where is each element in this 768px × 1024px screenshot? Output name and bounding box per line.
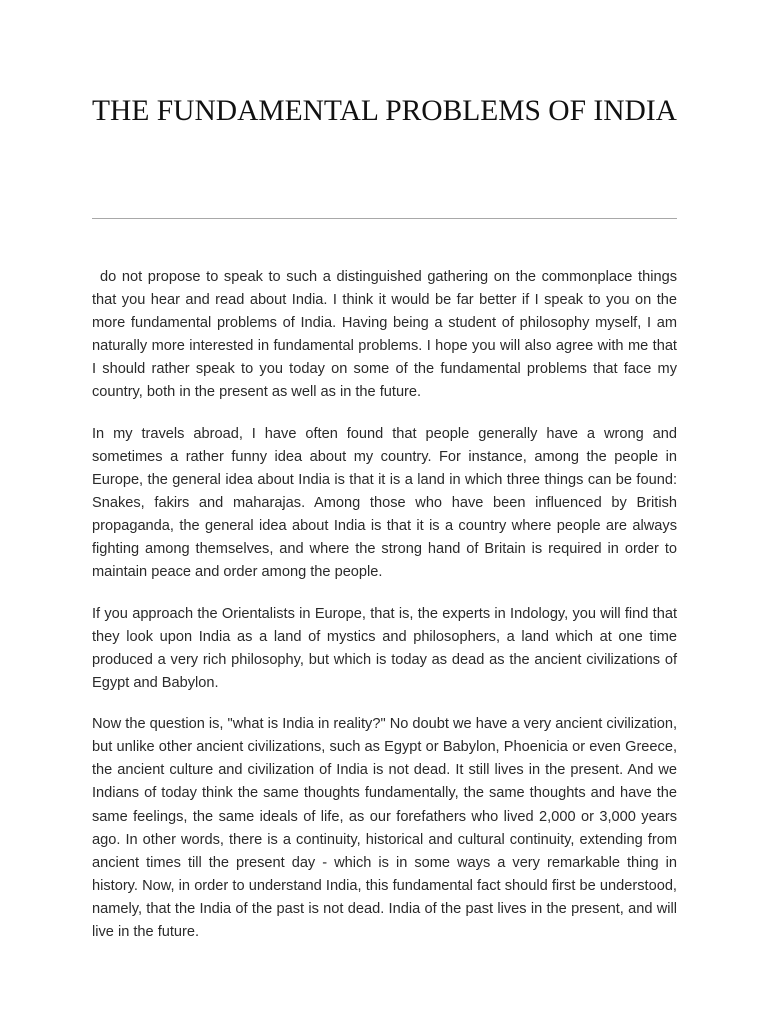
paragraph-1: do not propose to speak to such a distinguished gathering on the commonplace things that you hear and read about India. I think it would be far better if I speak to you on the more fundamental problems of India. Having being a student of philosophy myself, I am naturally more interested in fundamental problems. I hope you will also agree with me that I should rather speak to you today on some of the fundamental problems that face my country, both in the present as well as in the future. xyxy=(92,269,677,401)
page-title: THE FUNDAMENTAL PROBLEMS OF INDIA xyxy=(92,95,677,127)
title-divider xyxy=(92,218,677,219)
paragraph-2: In my travels abroad, I have often found that people generally have a wrong and sometimes a rather funny idea about my country. For instance, among the people in Europe, the general idea about India is that it is a land in which three things can be found: Snakes, fakirs and maharajas. Among those who have been influenced by British propaganda, the general idea about India is that it is a country where people are always fighting among themselves, and where the strong hand of Britain is required in order to maintain peace and order among the people. xyxy=(92,425,677,581)
document-body xyxy=(92,266,677,962)
paragraph-3: If you approach the Orientalists in Europe, that is, the experts in Indology, you will find that they look upon India as a land of mystics and philosophers, a land which at one time produced a very rich philosophy, but which is today as dead as the ancient civilizations of Egypt and Babylon. xyxy=(92,605,677,691)
paragraph-4: Now the question is, "what is India in reality?" No doubt we have a very ancient civilization, but unlike other ancient civilizations, such as Egypt or Babylon, Phoenicia or even Greece, the ancient culture and civilization of India is not dead. It still lives in the present. And we Indians of today think the same thoughts fundamentally, the same thoughts and have the same feelings, the same ideals of life, as our forefathers who lived 2,000 or 3,000 years ago. In other words, there is a continuity, historical and cultural continuity, extending from ancient times till the present day - which is in some ways a very remarkable thing in history. Now, in order to understand India, this fundamental fact should first be understood, namely, that the India of the past is not dead. India of the past lives in the present, and will live in the future. xyxy=(92,716,677,940)
